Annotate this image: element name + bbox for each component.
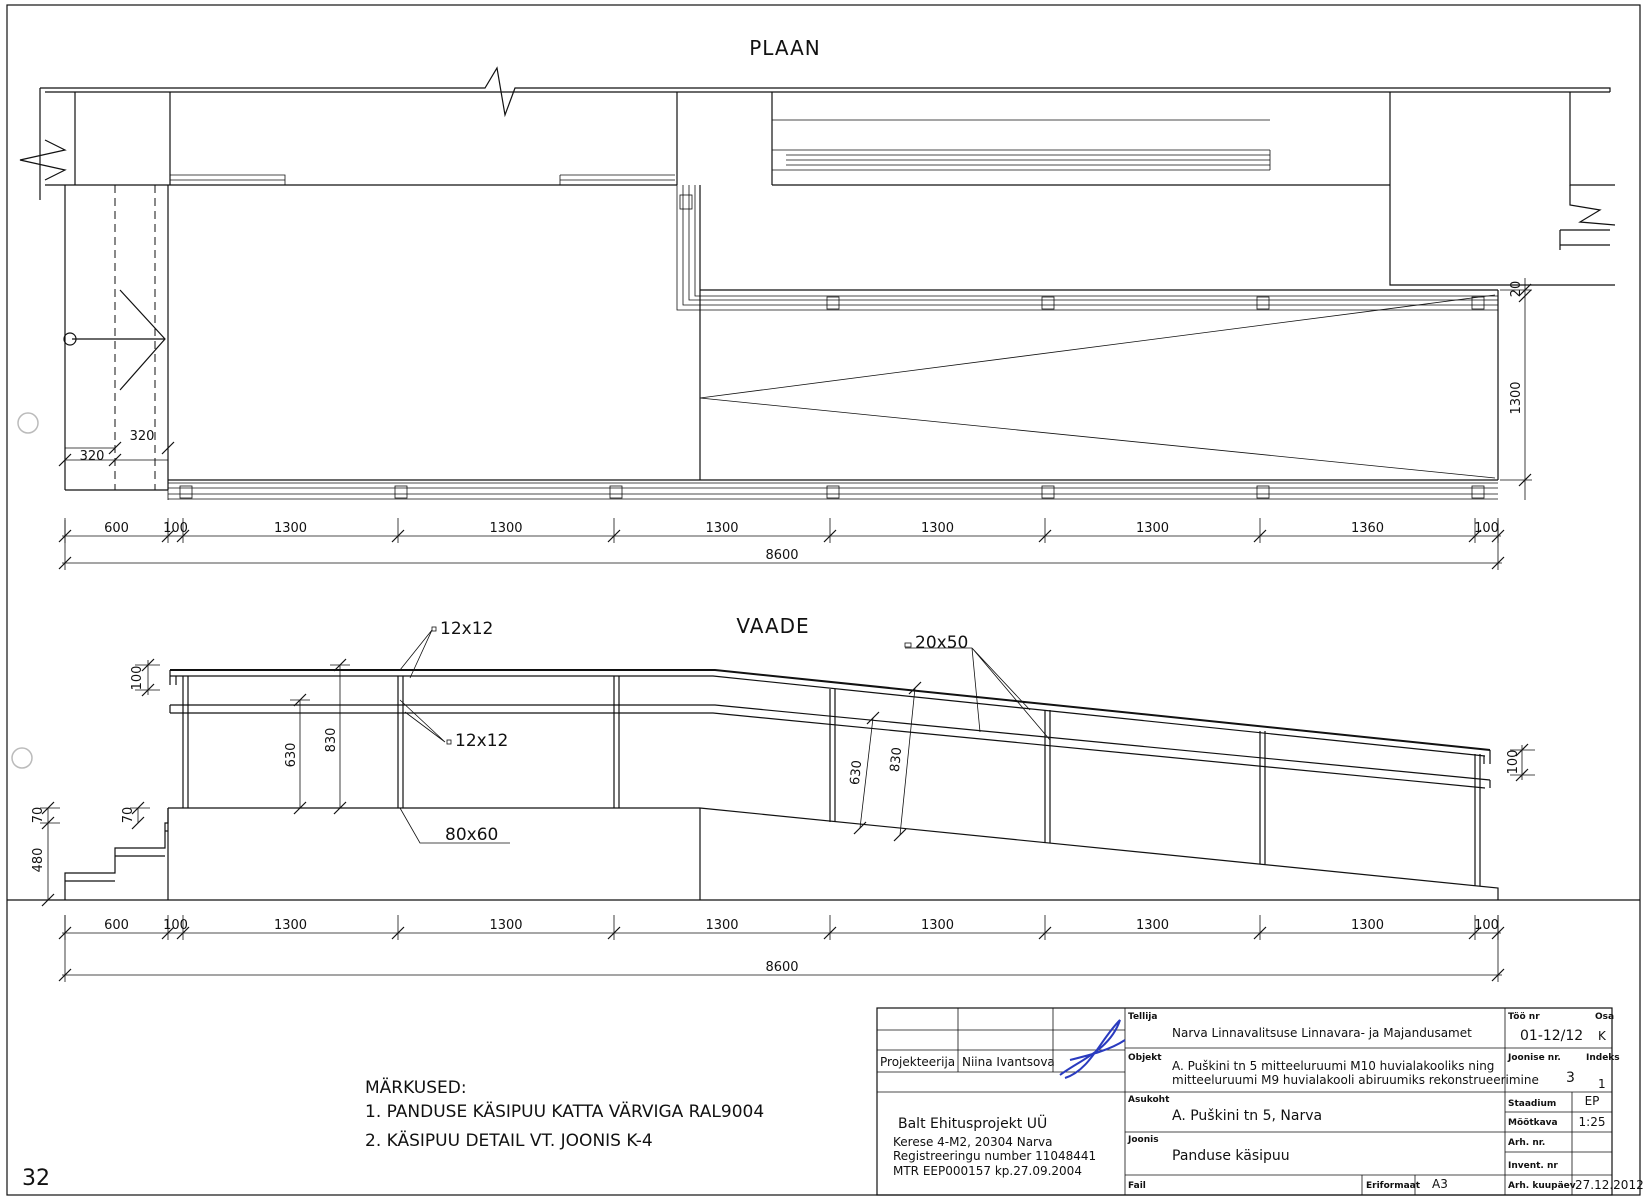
dim-label: 1300 <box>273 918 308 933</box>
elevation-post <box>614 676 619 808</box>
arch-date-label: Arh. kuupäev <box>1508 1181 1576 1191</box>
elevation-dim-total: 8600 <box>765 960 799 975</box>
ramp-outline <box>168 185 1498 480</box>
dim-label: 1300 <box>705 918 739 933</box>
dim-label: 600 <box>104 521 129 536</box>
index-value: 1 <box>1598 1077 1606 1091</box>
work-no-value: 01-12/12 <box>1520 1028 1584 1044</box>
designer-name: Niina Ivantsova <box>962 1055 1055 1069</box>
dim-label: 1360 <box>1350 521 1385 536</box>
format-value: A3 <box>1432 1177 1448 1191</box>
designer-label: Projekteerija <box>880 1055 956 1069</box>
object-label: Objekt <box>1128 1053 1162 1063</box>
object-line-2: mitteeluruumi M9 huvialakooli abiruumiks rekonstrueerimine <box>1172 1073 1539 1087</box>
stage-label: Staadium <box>1508 1099 1557 1109</box>
plan-dim-1300-vertical: 1300 <box>1509 381 1524 415</box>
file-label: Fail <box>1128 1181 1146 1191</box>
dim-label: 100 <box>1474 918 1499 933</box>
ramp-slab <box>700 808 1498 900</box>
page-number: 32 <box>22 1166 50 1191</box>
callout-rail-profile: 20x50 <box>915 633 969 653</box>
note-item-1: 1. PANDUSE KÄSIPUU KATTA VÄRVIGA RAL9004 <box>365 1102 765 1122</box>
elevation-dim-70-a: 70 <box>31 806 46 824</box>
drawing-no-value: 3 <box>1566 1070 1575 1086</box>
location-label: Asukoht <box>1128 1095 1170 1105</box>
callout-square-symbol <box>905 643 911 647</box>
dim-label: 100 <box>163 918 188 933</box>
plan-dim-320-b: 320 <box>129 429 155 444</box>
plan-posts-top <box>680 195 1484 309</box>
index-label: Indeks <box>1586 1053 1620 1063</box>
dim-label: 1300 <box>920 918 955 933</box>
drawing-no-label: Joonise nr. <box>1508 1053 1561 1063</box>
dim-label: 100 <box>1474 521 1499 536</box>
title-block <box>877 1008 1644 1195</box>
company-mtr: MTR EEP000157 kp.27.09.2004 <box>893 1164 1082 1178</box>
dim-label: 1300 <box>489 521 523 536</box>
dim-label: 1300 <box>705 521 739 536</box>
entry-steps <box>65 808 168 900</box>
scale-label: Mõõtkava <box>1508 1118 1558 1128</box>
note-item-2: 2. KÄSIPUU DETAIL VT. JOONIS K-4 <box>365 1131 653 1151</box>
callout-leader-mid-rail <box>400 700 445 742</box>
stair-dashed-lines <box>115 185 155 490</box>
plan-handrail-bottom <box>168 480 1498 500</box>
part-label: Osa <box>1595 1012 1615 1022</box>
format-label: Eriformaat <box>1366 1181 1421 1191</box>
elevation-post <box>1045 710 1050 843</box>
dim-label: 100 <box>163 521 188 536</box>
stair-arrow <box>72 290 165 390</box>
binder-hole-top <box>18 413 38 433</box>
elevation-posts <box>183 676 1480 886</box>
stage-value: EP <box>1584 1094 1600 1108</box>
building-wall-outline <box>40 68 1615 285</box>
elevation-dim-100-right: 100 <box>1506 749 1521 775</box>
part-value: K <box>1598 1029 1606 1043</box>
elevation-dim-row <box>59 915 1504 940</box>
elevation-dim-70-b: 70 <box>121 806 136 824</box>
ramp-slope-lines <box>700 295 1495 478</box>
elevation-dim-100-left: 100 <box>130 665 145 691</box>
dim-label: 1300 <box>489 918 523 933</box>
elevation-dim-480: 480 <box>31 847 46 873</box>
elevation-post <box>1260 731 1265 864</box>
elevation-height-dims-left <box>290 665 350 808</box>
plan-post <box>680 195 692 209</box>
company-reg: Registreeringu number 11048441 <box>893 1149 1097 1163</box>
scale-value: 1:25 <box>1578 1115 1606 1129</box>
elevation-height-dims-ramp <box>860 688 915 835</box>
dim-label: 1300 <box>273 521 308 536</box>
callout-mid-rail: 12x12 <box>455 731 509 751</box>
elevation-dim-630-a: 630 <box>284 742 299 768</box>
callout-square-symbol <box>447 740 451 744</box>
plan-dim-20: 20 <box>1509 280 1524 298</box>
dim-label: 1300 <box>920 521 955 536</box>
callout-square-symbol <box>432 627 436 631</box>
dim-label: 600 <box>104 918 129 933</box>
plan-post <box>827 297 839 309</box>
plan-view <box>20 36 1615 570</box>
plan-post <box>1042 297 1054 309</box>
notes <box>365 1077 764 1151</box>
arch-no-label: Arh. nr. <box>1508 1138 1546 1148</box>
arch-date-value: 27.12.2012 <box>1575 1178 1644 1192</box>
elevation-dim-830-b: 830 <box>887 746 906 773</box>
plan-dim-total: 8600 <box>765 548 799 563</box>
signature <box>1060 1020 1125 1078</box>
elevation-dim-630-b: 630 <box>847 759 866 786</box>
elevation-dim-830-a: 830 <box>324 727 339 753</box>
plan-post <box>1472 297 1484 309</box>
elevation-post <box>183 676 188 808</box>
plan-handrail-top <box>677 185 1498 310</box>
invent-label: Invent. nr <box>1508 1161 1558 1171</box>
client-value: Narva Linnavalitsuse Linnavara- ja Majandusamet <box>1172 1026 1472 1040</box>
binder-hole-bottom <box>12 748 32 768</box>
window-sills <box>170 120 1270 185</box>
elevation-post <box>398 676 403 808</box>
plan-dim-row <box>59 518 1504 543</box>
object-line-1: A. Puškini tn 5 mitteeluruumi M10 huvialakooliks ning <box>1172 1059 1495 1073</box>
elevation-post <box>830 689 835 822</box>
landing-top <box>168 808 700 900</box>
company-name: Balt Ehitusprojekt UÜ <box>898 1116 1048 1132</box>
client-label: Tellija <box>1128 1012 1158 1022</box>
dim-label: 1300 <box>1135 521 1170 536</box>
plan-dim-320-a: 320 <box>79 449 105 464</box>
elevation-view <box>7 614 1640 982</box>
drawing-value: Panduse käsipuu <box>1172 1148 1290 1164</box>
company-address: Kerese 4-M2, 20304 Narva <box>893 1135 1053 1149</box>
callout-post: 80x60 <box>445 825 499 845</box>
sheet-frame <box>7 5 1640 1195</box>
left-break-symbol <box>20 88 65 200</box>
plan-title: PLAAN <box>749 36 821 60</box>
work-no-label: Töö nr <box>1508 1012 1540 1022</box>
right-break-symbol <box>1560 185 1615 250</box>
elevation-title: VAADE <box>736 614 810 638</box>
dim-label: 1300 <box>1135 918 1170 933</box>
dim-label: 1300 <box>1350 918 1385 933</box>
elevation-post <box>1475 754 1480 886</box>
stair-outline <box>65 185 168 490</box>
callout-leader-rail-profile <box>905 648 1050 740</box>
location-value: A. Puškini tn 5, Narva <box>1172 1108 1323 1124</box>
notes-heading: MÄRKUSED: <box>365 1078 467 1098</box>
callout-top-rail: 12x12 <box>440 619 494 639</box>
plan-post <box>1257 297 1269 309</box>
drawing-label: Joonis <box>1128 1135 1159 1145</box>
